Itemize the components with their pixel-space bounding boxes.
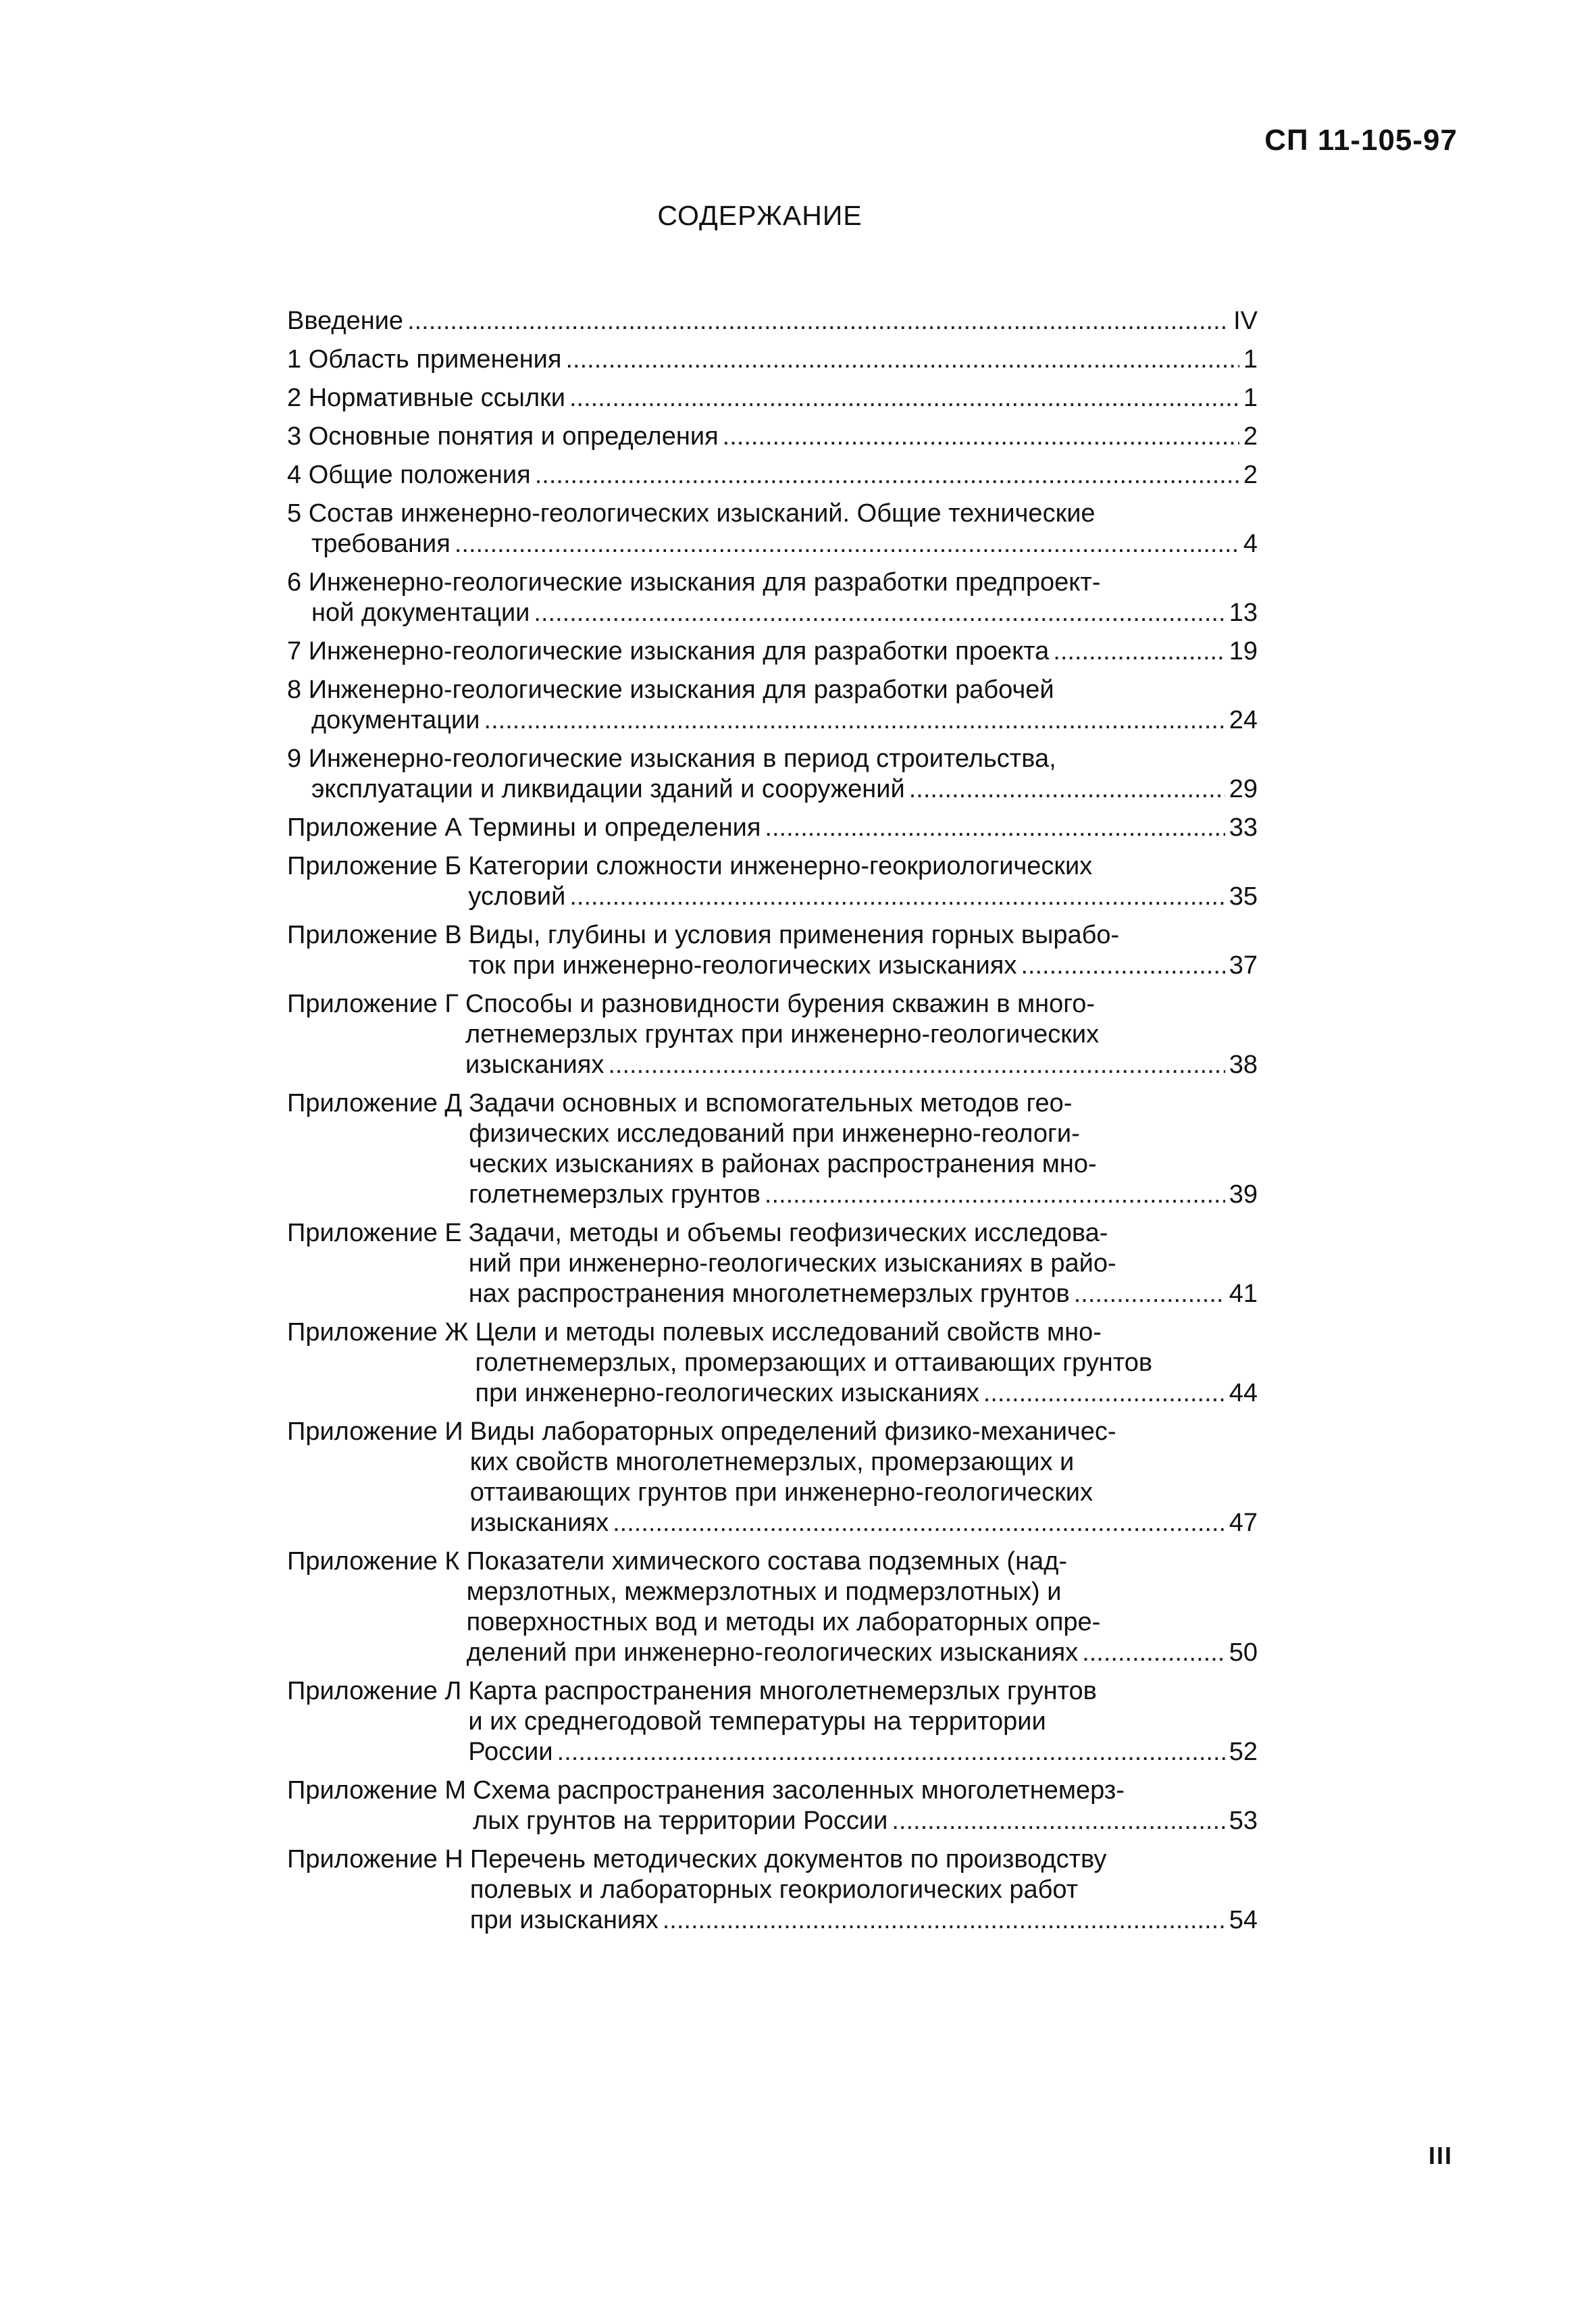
- toc-page-number: 24: [1229, 706, 1258, 734]
- toc-entry-text: полевых и лабораторных геокриологических работ: [469, 1876, 1079, 1904]
- toc-appendix-entry[interactable]: [287, 920, 1258, 981]
- appendix-title: [460, 1546, 1258, 1668]
- page-title: СОДЕРЖАНИЕ: [657, 200, 863, 231]
- toc-entry[interactable]: [287, 568, 1258, 628]
- dot-leader: [455, 529, 1239, 559]
- appendix-label: Приложение Г: [287, 990, 459, 1018]
- toc-page-number: 52: [1229, 1738, 1258, 1766]
- dot-leader: [663, 1905, 1225, 1936]
- appendix-label: Приложение И: [287, 1417, 463, 1446]
- toc-entry-last-line: [469, 951, 1258, 981]
- appendix-label: Приложение Ж: [287, 1318, 469, 1347]
- toc-entry-last-line: [470, 1905, 1258, 1936]
- toc-entry-last-line: [287, 306, 1258, 336]
- dot-leader: [1074, 1279, 1225, 1309]
- appendix-title: [462, 1088, 1258, 1210]
- toc-entry-last-line: [469, 1180, 1258, 1210]
- toc-entry-text: оттаивающих грунтов при инженерно-геологических: [469, 1478, 1093, 1507]
- toc-entry-last-line: [287, 422, 1258, 452]
- appendix-label: Приложение Н: [287, 1845, 463, 1873]
- dot-leader: [892, 1806, 1225, 1836]
- toc-entry-text: Карта распространения многолетнемерзлых грунтов: [468, 1677, 1097, 1705]
- appendix-label: Приложение Б: [287, 852, 462, 880]
- toc-page-number: IV: [1233, 307, 1258, 335]
- toc-page-number: 1: [1243, 345, 1258, 374]
- toc-appendix-entry[interactable]: [287, 1317, 1258, 1409]
- toc-entry-text: Термины и определения: [468, 813, 761, 842]
- toc-entry-text: Категории сложности инженерно-геокриологических: [468, 852, 1093, 880]
- toc-page-number: 4: [1243, 530, 1258, 558]
- dot-leader: [909, 774, 1225, 805]
- toc-entry[interactable]: [287, 306, 1258, 336]
- appendix-label: Приложение В: [287, 921, 462, 949]
- toc-entry-text: изысканиях: [465, 1051, 604, 1079]
- dot-leader: [534, 598, 1225, 628]
- toc-entry-text: Перечень методических документов по производству: [469, 1845, 1107, 1873]
- toc-appendix-entry[interactable]: [287, 1676, 1258, 1767]
- dot-leader: [765, 813, 1225, 843]
- toc-page-number: 35: [1229, 882, 1258, 911]
- toc-entry-last-line: [287, 598, 1258, 628]
- toc-entry-last-line: [469, 1279, 1258, 1309]
- toc-entry-text: Показатели химического состава подземных (над-: [466, 1547, 1068, 1576]
- toc-entry-text: при инженерно-геологических изысканиях: [475, 1379, 979, 1407]
- toc-page-number: 53: [1229, 1807, 1258, 1835]
- toc-entry-text: изысканиях: [469, 1509, 609, 1537]
- toc-page-number: 37: [1229, 951, 1258, 980]
- appendix-title: [462, 813, 1258, 843]
- appendix-title: [459, 989, 1258, 1080]
- toc-entry[interactable]: [287, 460, 1258, 491]
- toc-entry-last-line: [473, 1806, 1258, 1836]
- toc-entry-text: России: [468, 1738, 553, 1766]
- toc-entry-text: 7 Инженерно-геологические изыскания для разработки проекта: [287, 637, 1050, 665]
- toc-entry-last-line: [469, 813, 1258, 843]
- toc-entry-text: 8 Инженерно-геологические изыскания для разработки рабочей: [287, 676, 1054, 704]
- dot-leader: [608, 1050, 1225, 1080]
- toc-entry-text: 4 Общие положения: [287, 461, 531, 489]
- dot-leader: [765, 1180, 1225, 1210]
- toc-page-number: 19: [1229, 637, 1258, 665]
- dot-leader: [723, 422, 1239, 452]
- toc-page-number: 13: [1229, 599, 1258, 627]
- toc-entry-last-line: [467, 1638, 1258, 1668]
- toc-entry-text: мерзлотных, межмерзлотных и подмерзлотных) и: [466, 1578, 1062, 1606]
- toc-page-number: 2: [1243, 461, 1258, 489]
- toc-entry-text: Схема распространения засоленных многолетнемерз-: [473, 1776, 1125, 1805]
- toc-entry-text: ких свойств многолетнемерзлых, промерзающих и: [469, 1448, 1075, 1476]
- toc-entry[interactable]: [287, 383, 1258, 413]
- toc-entry-text: ческих изысканиях в районах распространения мно-: [469, 1150, 1097, 1178]
- toc-entry-text: нах распространения многолетнемерзлых грунтов: [468, 1280, 1070, 1308]
- appendix-title: [469, 1317, 1258, 1409]
- toc-entry[interactable]: [287, 422, 1258, 452]
- toc-entry-text: документации: [311, 706, 480, 734]
- toc-entry-text: Задачи основных и вспомогательных методов гео-: [469, 1089, 1073, 1117]
- toc-appendix-entry[interactable]: [287, 989, 1258, 1080]
- toc-page-number: 1: [1243, 384, 1258, 412]
- toc-entry-last-line: [287, 774, 1258, 805]
- toc-page-number: 44: [1229, 1379, 1258, 1407]
- toc-entry-last-line: [468, 1737, 1258, 1767]
- toc-entry-text: Способы и разновидности бурения скважин в много-: [465, 990, 1096, 1018]
- toc-entry-last-line: [287, 529, 1258, 559]
- toc-entry-text: Задачи, методы и объемы геофизических исследова-: [468, 1219, 1108, 1247]
- toc-entry-text: 2 Нормативные ссылки: [287, 384, 565, 412]
- toc-entry-last-line: [287, 705, 1258, 736]
- toc-entry[interactable]: [287, 675, 1258, 736]
- toc-page-number: 39: [1229, 1180, 1258, 1209]
- toc-appendix-entry[interactable]: [287, 1218, 1258, 1309]
- dot-leader: [1082, 1638, 1225, 1668]
- table-of-contents: [287, 306, 1258, 1944]
- appendix-label: Приложение Д: [287, 1089, 463, 1117]
- appendix-title: [461, 1676, 1258, 1767]
- toc-entry-last-line: [287, 383, 1258, 413]
- document-code: СП 11-105-97: [1264, 124, 1458, 157]
- dot-leader: [569, 383, 1239, 413]
- appendix-title: [461, 851, 1258, 912]
- toc-entry-text: голетнемерзлых, промерзающих и оттаивающих грунтов: [475, 1349, 1153, 1377]
- toc-entry[interactable]: [287, 636, 1258, 667]
- dot-leader: [484, 705, 1225, 736]
- dot-leader: [1053, 636, 1225, 667]
- appendix-title: [462, 1218, 1258, 1309]
- toc-page-number: 50: [1229, 1638, 1258, 1667]
- toc-appendix-entry[interactable]: [287, 851, 1258, 912]
- toc-entry-text: 5 Состав инженерно-геологических изысканий. Общие технические: [287, 499, 1096, 528]
- toc-entry-last-line: [287, 460, 1258, 491]
- toc-entry-text: при изысканиях: [469, 1906, 659, 1934]
- toc-entry-text: ний при инженерно-геологических изысканиях в райо-: [468, 1249, 1116, 1278]
- toc-page-number: 41: [1229, 1280, 1258, 1308]
- page-number: III: [1428, 2142, 1453, 2169]
- appendix-label: Приложение К: [287, 1547, 460, 1576]
- dot-leader: [1021, 951, 1225, 981]
- toc-page-number: 47: [1229, 1509, 1258, 1537]
- dot-leader: [983, 1378, 1225, 1409]
- appendix-title: [462, 920, 1258, 981]
- toc-appendix-entry[interactable]: [287, 1844, 1258, 1936]
- appendix-label: Приложение А: [287, 813, 462, 842]
- toc-entry-text: и их среднегодовой температуры на территории: [468, 1707, 1046, 1736]
- toc-entry-text: 9 Инженерно-геологические изыскания в период строительства,: [287, 745, 1056, 773]
- toc-entry-text: Цели и методы полевых исследований свойств мно-: [475, 1318, 1102, 1347]
- toc-entry-text: делений при инженерно-геологических изысканиях: [466, 1638, 1079, 1667]
- toc-entry-text: Виды, глубины и условия применения горных вырабо-: [468, 921, 1120, 949]
- dot-leader: [535, 460, 1239, 491]
- dot-leader: [557, 1737, 1225, 1767]
- toc-entry-text: 1 Область применения: [287, 345, 562, 374]
- toc-entry-last-line: [287, 636, 1258, 667]
- appendix-title: [463, 1844, 1258, 1936]
- toc-entry-text: условий: [468, 882, 566, 911]
- toc-entry-last-line: [475, 1378, 1258, 1409]
- dot-leader: [565, 345, 1239, 375]
- toc-page-number: 54: [1229, 1906, 1258, 1934]
- toc-appendix-entry[interactable]: [287, 813, 1258, 843]
- toc-entry-text: 3 Основные понятия и определения: [287, 422, 719, 451]
- toc-page-number: 33: [1229, 813, 1258, 842]
- toc-entry-text: Виды лабораторных определений физико-механичес-: [469, 1417, 1116, 1446]
- dot-leader: [613, 1508, 1225, 1538]
- toc-entry[interactable]: [287, 499, 1258, 559]
- toc-page-number: 2: [1243, 422, 1258, 451]
- appendix-label: Приложение Л: [287, 1677, 462, 1705]
- toc-entry-last-line: [468, 882, 1258, 912]
- toc-page-number: 29: [1229, 775, 1258, 803]
- appendix-title: [466, 1776, 1258, 1836]
- appendix-label: Приложение М: [287, 1776, 467, 1805]
- dot-leader: [569, 882, 1225, 912]
- toc-entry-text: требования: [311, 530, 451, 558]
- appendix-label: Приложение Е: [287, 1219, 462, 1247]
- dot-leader: [407, 306, 1229, 336]
- toc-appendix-entry[interactable]: [287, 1417, 1258, 1538]
- toc-entry-text: летнемерзлых грунтах при инженерно-геологических: [465, 1020, 1100, 1049]
- toc-appendix-entry[interactable]: [287, 1088, 1258, 1210]
- toc-entry-text: поверхностных вод и методы их лабораторных опре-: [466, 1608, 1101, 1636]
- toc-entry-text: эксплуатации и ликвидации зданий и сооружений: [311, 775, 905, 803]
- toc-entry-text: ток при инженерно-геологических изысканиях: [468, 951, 1017, 980]
- toc-entry-text: лых грунтов на территории России: [473, 1807, 888, 1835]
- toc-entry-text: ной документации: [311, 599, 530, 627]
- appendix-title: [463, 1417, 1258, 1538]
- toc-entry-last-line: [470, 1508, 1258, 1538]
- toc-entry-text: Введение: [287, 307, 404, 335]
- toc-appendix-entry[interactable]: [287, 1546, 1258, 1668]
- toc-entry[interactable]: [287, 345, 1258, 375]
- toc-entry-text: 6 Инженерно-геологические изыскания для разработки предпроект-: [287, 568, 1101, 597]
- toc-entry-text: физических исследований при инженерно-геологи-: [469, 1120, 1080, 1148]
- toc-entry-last-line: [287, 345, 1258, 375]
- toc-page-number: 38: [1229, 1051, 1258, 1079]
- toc-appendix-entry[interactable]: [287, 1776, 1258, 1836]
- toc-entry-last-line: [465, 1050, 1258, 1080]
- toc-entry-text: голетнемерзлых грунтов: [469, 1180, 761, 1209]
- toc-entry[interactable]: [287, 744, 1258, 805]
